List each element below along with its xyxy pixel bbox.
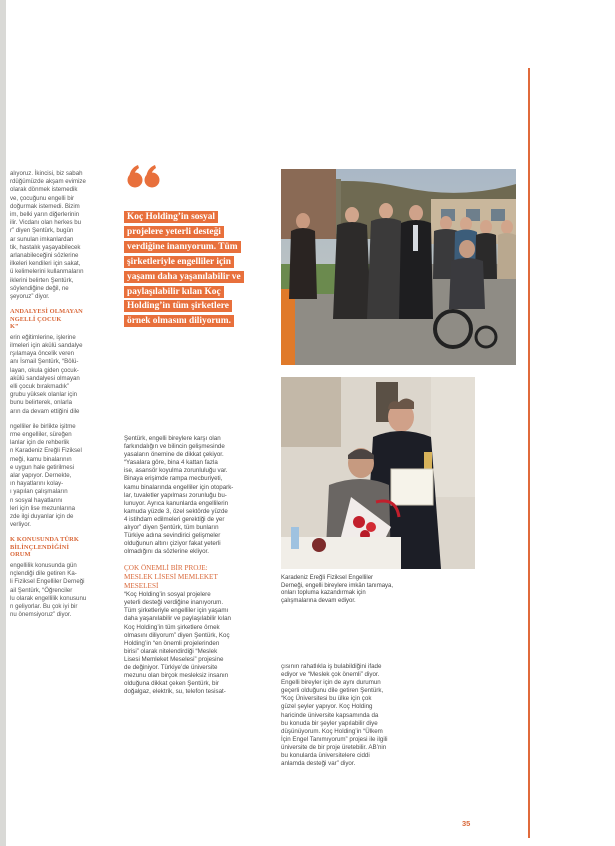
left-paragraph-3: ngelliler ile birlikte işitme rme engelliler, süreğen lanlar için de rehberlik n Karadeniz Ereğli Fiziksel meği, kamu binalarının e uygun hale getirilmesi alar yapıyor. Dernekte, ın hayatlarını kolay- ı yapılan çalışmaların n sosyal hayatlarını leri için lise mezunlarına zde ilgi duyanlar için de verliyor. xyxy=(10,422,82,529)
photo-caption: Karadeniz Ereğli Fiziksel Engelliler Derneği, engelli bireylere imkân tanımaya, onları topluma kazandırmak için çalışmalarına devam ediyor. xyxy=(281,575,394,604)
quote-mark-icon xyxy=(126,160,162,190)
page-margin-rule xyxy=(528,68,530,838)
left-paragraph-2: erin eğitimlerine, işlerine ilmeleri için akülü sandalye rşılamaya öncelik veren anı İsmail Şentürk, “Bölü- layan, okula giden çocuk- akülü sandalyesi olmayan elli çocuk bırakmadık” grubu yüksek olanlar için bunu belirterek, onlarla arın da devam ettiğini dile xyxy=(10,333,83,415)
left-paragraph-1: alıyoruz. İkincisi, biz sabah rdüğümüzde akşam evimize olarak dönmek istemedik ve, çocuğunu engelli bir doğurmak istemedi. Bizim im, belki yarın diğerlerinin ilir. Vicdanı olan herkes bu r” diyen Şentürk, bugün ar sunulan imkanlardan tik, hastalık yaşayabilecek arlanabileceğini sözlerine ilkeleri kendileri için sakat, ü kelimelerini kullanmaların iklerini belirten Şentürk, söylendiğine değil, ne şeyoruz” diyor. xyxy=(10,170,86,301)
right-column-text: çısının rahatlıkla iş bulabildiğini ifade ediyor ve “Meslek çok önemli” diyor. Engelli bireyler için de aynı durumun geçerli olduğunu dile getiren Şentürk, “Koç Üniversitesi bu ülke için çok güzel şeyler yapıyor. Koç Holding haricinde üniversite kapsamında da bu konuda bir şeyler yapılabilir diye düşünüyorum. Koç Holding’in “Ülkem İçin Engel Tanımıyorum” projesi ile ilgili üniversite de bir proje üretebilir. AB’nin bu konularda üniversitelere ciddi anlamda desteği var” diyor. xyxy=(281,663,388,768)
middle-column xyxy=(124,435,264,704)
middle-paragraph-1: Şentürk, engelli bireylere karşı olan farkındalığın ve bilincin gelişmesinde yasaların önemine de dikkat çekiyor. “Yasalara göre, bina 4 kattan fazla ise, asansör koyulma zorunluluğu var. Binaya erişimde rampa mecburiyeti, kamu binalarında engelliler için otopark- lar, tuvaletler yapılması zorunluğu bu- lunuyor. Ayrıca kanunlarda engellilerin kamuda yüzde 3, özel sektörde yüzde 4 istihdam edilmeleri gerektiği de yer alıyor” diyen Şentürk, tüm bunların Türkiye adına sevindirici gelişmeler olduğunun altını çiziyor fakat yeterli olmadığını da sözlerine ekliyor. xyxy=(124,435,234,556)
scan-edge xyxy=(0,0,6,846)
left-paragraph-4: engellilik konusunda gün nçlendiği dile getiren Ka- li Fiziksel Engelliler Derneği ail Şentürk, “Öğrenciler lu olarak engellilik konusunu n geliyorlar. Bu çok iyi bir nu önemsiyoruz” diyor. xyxy=(10,561,87,619)
middle-subheading: ÇOK ÖNEMLİ BİR PROJE: MESLEK LİSESİ MEMLEKET MESELESİ xyxy=(124,564,218,590)
left-subheading-2: K KONUSUNDA TÜRK BİLİNÇLENDİĞİNİ ORUM xyxy=(10,536,79,559)
left-column xyxy=(10,170,110,626)
middle-paragraph-2: “Koç Holding’in sosyal projelere yeterli desteği verdiğine inanıyorum. Tüm şirketleriyle engelliler için yaşamı daha yaşanılabilir ve paylaşılabilir kılan Koç Holding’in tüm şirketlere örnek olmasını diliyorum” diyen Şentürk, Koç Holding’in “en önemli projelerinden birisi” olarak nitelendirdiği “Meslek Lisesi Memleket Meselesi” projesine de değiniyor. Türkiye’de üniversite mezunu olan birçok mesleksiz insanın olduğuna dikkat çeken Şentürk, bir doğalgaz, elektrik, su, telefon tesisat- xyxy=(124,591,231,696)
group-photo xyxy=(281,169,516,365)
certificate-photo xyxy=(281,377,475,569)
pull-quote xyxy=(124,210,252,329)
certificate-photo-image xyxy=(281,377,475,569)
page-number: 35 xyxy=(462,819,471,828)
group-photo-image xyxy=(281,169,516,365)
pull-quote-text: Koç Holding’in sosyal projelere yeterli desteği verdiğine inanıyorum. Tüm şirketleriyle engelliler için yaşamı daha yaşanılabilir ve paylaşılabilir kılan Koç Holding’in tüm şirketlere örnek olmasını diliyorum. xyxy=(124,211,244,327)
left-subheading-1: ANDALYESİ OLMAYAN NGELLİ ÇOCUK K” xyxy=(10,308,83,331)
